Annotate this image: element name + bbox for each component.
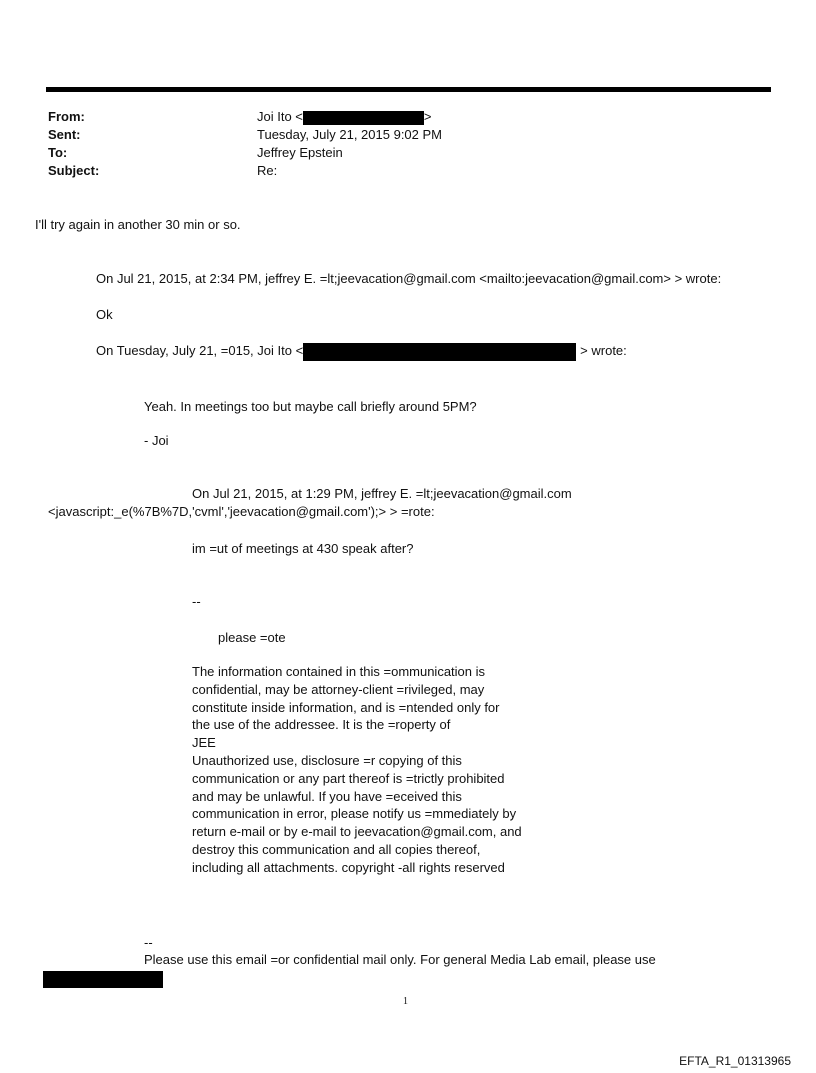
reply-line: I'll try again in another 30 min or so.	[35, 217, 241, 232]
disclaimer	[192, 663, 522, 877]
page-number: 1	[403, 996, 408, 1007]
quote1-body: Ok	[96, 307, 113, 322]
subject-label: Subject:	[48, 163, 100, 178]
disclaimer-line: and may be unlawful. If you have =eceived this	[192, 788, 462, 804]
quote3-header-a: On Jul 21, 2015, at 1:29 PM, jeffrey E. =lt;jeevacation@gmail.com	[192, 486, 572, 501]
subject-value: Re:	[257, 163, 278, 178]
quote1-header: On Jul 21, 2015, at 2:34 PM, jeffrey E. =lt;jeevacation@gmail.com <mailto:jeevacation@gmail.com> > wrote:	[96, 271, 722, 286]
sent-value: Tuesday, July 21, 2015 9:02 PM	[257, 127, 442, 142]
disclaimer-line: JEE	[192, 735, 216, 751]
quote2-body: Yeah. In meetings too but maybe call briefly around 5PM?	[144, 399, 477, 414]
redaction-bar	[303, 111, 424, 125]
to-value: Jeffrey Epstein	[257, 145, 343, 160]
quote3-header-b: <javascript:_e(%7B%7D,'cvml','jeevacation@gmail.com');> > =rote:	[48, 504, 435, 519]
quote2-signature: - Joi	[144, 433, 169, 448]
signature-dashes: --	[192, 594, 201, 609]
redaction-bar	[43, 971, 163, 988]
please-note: please =ote	[218, 630, 286, 645]
disclaimer-line: communication or any part thereof is =trictly prohibited	[192, 770, 505, 786]
to-label: To:	[48, 145, 68, 160]
disclaimer-line: constitute inside information, and is =ntended only for	[192, 699, 500, 715]
sent-label: Sent:	[48, 127, 81, 142]
quote2-header	[96, 342, 627, 361]
from-label: From:	[48, 109, 85, 124]
from-value	[257, 108, 431, 126]
disclaimer-line: return e-mail or by e-mail to jeevacation@gmail.com, and	[192, 824, 522, 840]
disclaimer-line: destroy this communication and all copies thereof,	[192, 841, 481, 857]
quote2-header-end: > wrote:	[580, 343, 627, 358]
disclaimer-line: communication in error, please notify us =mmediately by	[192, 806, 517, 822]
disclaimer-line: the use of the addressee. It is the =roperty of	[192, 717, 451, 733]
disclaimer-line: confidential, may be attorney-client =rivileged, may	[192, 681, 485, 697]
disclaimer-line: The information contained in this =ommunication is	[192, 664, 486, 679]
from-name: Joi Ito <	[257, 109, 303, 124]
from-close: >	[423, 109, 432, 124]
disclaimer-line: including all attachments. copyright -all rights reserved	[192, 859, 505, 875]
footer-text: Please use this email =or confidential mail only. For general Media Lab email, please use	[144, 952, 656, 967]
quote2-header-start: On Tuesday, July 21, =015, Joi Ito <	[96, 343, 304, 358]
disclaimer-line: Unauthorized use, disclosure =r copying of this	[192, 752, 462, 768]
document-id: EFTA_R1_01313965	[679, 1054, 791, 1068]
header-rule	[46, 87, 771, 92]
footer-dashes: --	[144, 935, 153, 950]
quote3-body: im =ut of meetings at 430 speak after?	[192, 541, 414, 556]
redaction-bar	[303, 343, 576, 361]
